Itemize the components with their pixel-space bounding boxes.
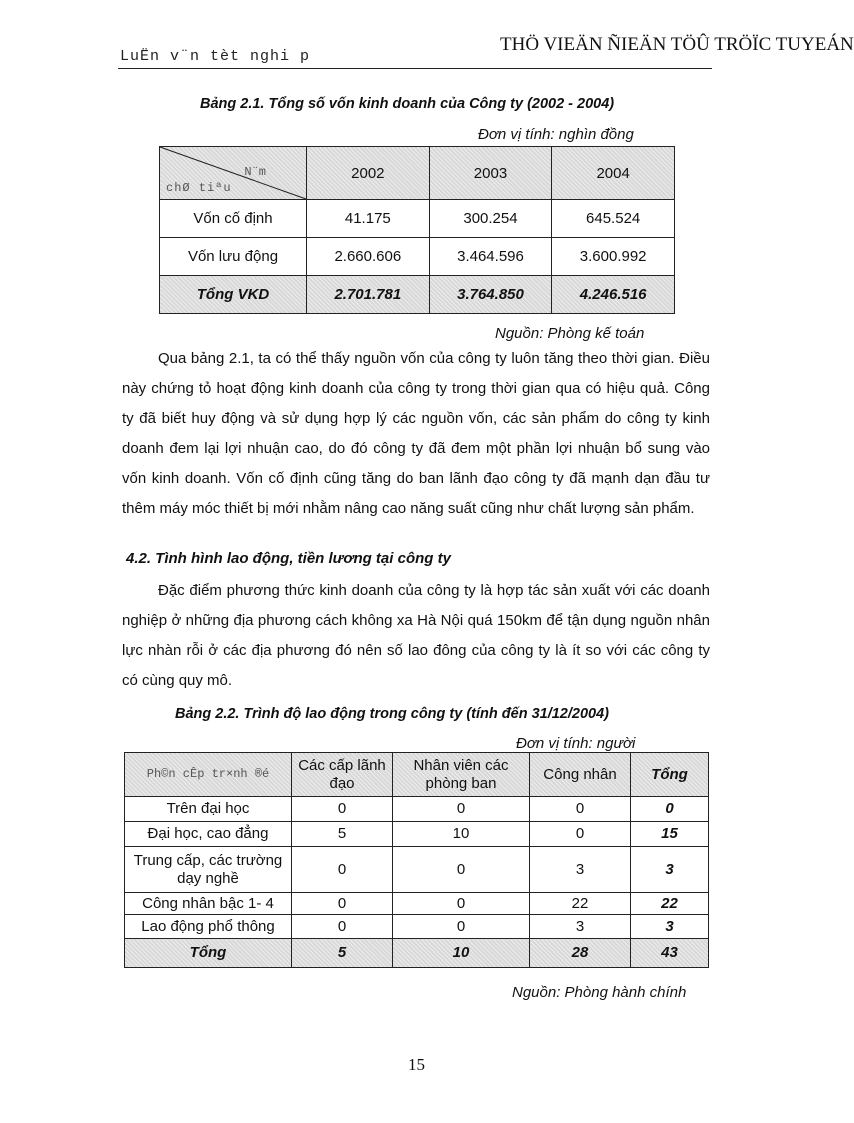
table2-source: Nguồn: Phòng hành chính: [512, 984, 687, 1001]
row-total: 3: [631, 847, 709, 893]
table2-unit: Đơn vị tính: người: [516, 735, 636, 752]
year-header: 2003: [429, 147, 552, 200]
cell-value: 3.600.992: [552, 238, 675, 276]
row-label: Lao động phổ thông: [125, 915, 292, 939]
cell-value: 0: [530, 822, 631, 847]
total-label: Tổng VKD: [160, 276, 307, 314]
row-total: 15: [631, 822, 709, 847]
diagonal-header-cell: [160, 147, 307, 200]
column-header: Công nhân: [530, 753, 631, 797]
paragraph-text: Qua bảng 2.1, ta có thể thấy nguồn vốn của công ty luôn tăng theo thời gian. Điều này chứng tỏ hoạt động kinh doanh của công ty trong thời gian qua có hiệu quả. Công ty đã biết huy động và sử dụng hợp lý các nguồn vốn, các sản phẩm do công ty kinh doanh đem lại lợi nhuận cao, do đó công ty đã đem một phần lợi nhuận bổ sung vào vốn kinh doanh. Vốn cố định cũng tăng do ban lãnh đạo công ty đã mạnh dạn đầu tư thêm máy móc thiết bị mới nhằm nâng cao năng suất cũng như chất lượng sản phẩm.: [122, 350, 710, 517]
cell-value: 0: [530, 797, 631, 822]
column-header: Nhân viên các phòng ban: [393, 753, 530, 797]
paragraph-text: Đặc điểm phương thức kinh doanh của công ty là hợp tác sản xuất với các doanh nghiệp ở những địa phương cách không xa Hà Nội quá 150km để tận dụng nguồn nhân lực nhàn rỗi ở các địa phương đó nên số lao đông của công ty là ít so với các công ty có cùng quy mô.: [122, 582, 710, 689]
total-value: 28: [530, 939, 631, 968]
total-value: 4.246.516: [552, 276, 675, 314]
header-thesis-title: LuËn v¨n tèt nghi p: [120, 48, 311, 65]
corner-year-label: N¨m: [244, 165, 266, 179]
paragraph: [122, 576, 710, 696]
cell-value: 2.660.606: [307, 238, 430, 276]
cell-value: 0: [292, 915, 393, 939]
cell-value: 0: [292, 797, 393, 822]
header-library-title: THÖ VIEÄN ÑIEÄN TÖÛ TRÖÏC TUYEÁN: [500, 34, 854, 55]
row-label: Vốn cố định: [160, 200, 307, 238]
header-rule: [118, 68, 712, 69]
row-label: Trung cấp, các trường dạy nghề: [125, 847, 292, 893]
table-row: [125, 822, 709, 847]
cell-value: 41.175: [307, 200, 430, 238]
total-value: 5: [292, 939, 393, 968]
table-row: [125, 797, 709, 822]
table-row: [160, 200, 675, 238]
cell-value: 3.464.596: [429, 238, 552, 276]
table-header-row: [125, 753, 709, 797]
year-header: 2004: [552, 147, 675, 200]
cell-value: 3: [530, 915, 631, 939]
corner-indicator-label: chØ tiªu: [166, 181, 232, 195]
row-label: Vốn lưu động: [160, 238, 307, 276]
page-number: 15: [408, 1055, 425, 1074]
total-value: 10: [393, 939, 530, 968]
cell-value: 645.524: [552, 200, 675, 238]
cell-value: 0: [393, 915, 530, 939]
total-value: 2.701.781: [307, 276, 430, 314]
row-total: 0: [631, 797, 709, 822]
table1-caption: Bảng 2.1. Tổng số vốn kinh doanh của Công ty (2002 - 2004): [200, 96, 615, 112]
table2-caption: Bảng 2.2. Trình độ lao động trong công ty (tính đến 31/12/2004): [175, 706, 609, 722]
column-header: Tổng: [631, 753, 709, 797]
row-label: Đại học, cao đẳng: [125, 822, 292, 847]
total-value: 43: [631, 939, 709, 968]
column-header: Các cấp lãnh đạo: [292, 753, 393, 797]
table1-unit: Đơn vị tính: nghìn đồng: [478, 126, 634, 143]
table-row: [125, 847, 709, 893]
row-total: 22: [631, 893, 709, 915]
total-row: [125, 939, 709, 968]
total-row: [160, 276, 675, 314]
capital-table: [159, 146, 675, 314]
table-row: [125, 893, 709, 915]
labor-table: [124, 752, 709, 968]
cell-value: 0: [393, 847, 530, 893]
cell-value: 22: [530, 893, 631, 915]
table-row: [160, 238, 675, 276]
cell-value: 10: [393, 822, 530, 847]
year-header: 2002: [307, 147, 430, 200]
cell-value: 300.254: [429, 200, 552, 238]
section-heading: 4.2. Tình hình lao động, tiền lương tại công ty: [126, 550, 451, 567]
category-header: Ph©n cÊp tr×nh ®é: [125, 753, 292, 797]
cell-value: 3: [530, 847, 631, 893]
row-label: Công nhân bậc 1- 4: [125, 893, 292, 915]
cell-value: 5: [292, 822, 393, 847]
paragraph: [122, 344, 710, 524]
row-total: 3: [631, 915, 709, 939]
total-value: 3.764.850: [429, 276, 552, 314]
table-header-row: [160, 147, 675, 200]
cell-value: 0: [393, 797, 530, 822]
cell-value: 0: [393, 893, 530, 915]
row-label: Trên đại học: [125, 797, 292, 822]
table1-source: Nguồn: Phòng kế toán: [495, 325, 645, 342]
total-label: Tổng: [125, 939, 292, 968]
table-row: [125, 915, 709, 939]
cell-value: 0: [292, 847, 393, 893]
cell-value: 0: [292, 893, 393, 915]
